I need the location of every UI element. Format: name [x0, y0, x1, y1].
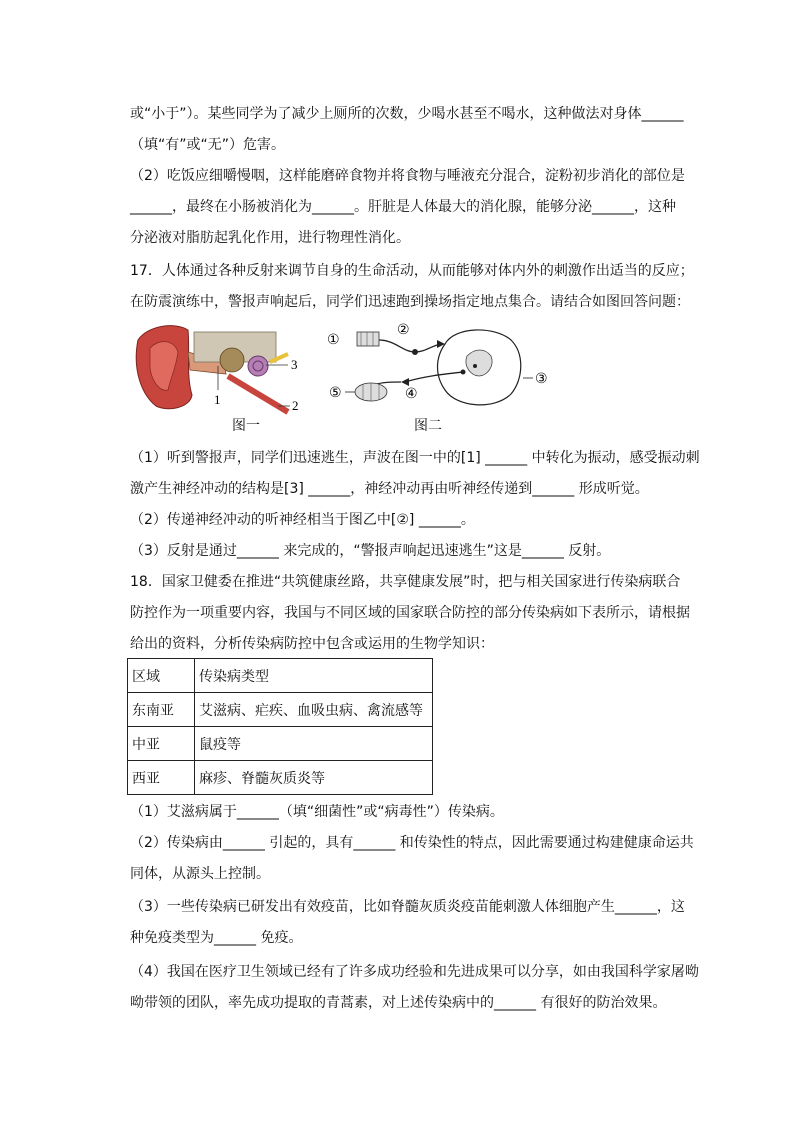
reflex-arc-diagram: [325, 320, 555, 416]
text-line: （3）一些传染病已研发出有效疫苗，比如脊髓灰质炎疫苗能刺激人体细胞产生______，这: [130, 899, 685, 915]
table-cell: 艾滋病、疟疾、血吸虫病、禽流感等: [195, 693, 433, 727]
figure-2-caption: 图二: [414, 418, 442, 434]
text-line: 或“小于”）。某些同学为了减少上厕所的次数，少喝水甚至不喝水，这种做法对身体______: [130, 106, 684, 122]
table-cell: 区域: [128, 659, 195, 693]
question-18-line: 18．国家卫健委在推进“共筑健康丝路，共享健康发展”时，把与相关国家进行传染病联合: [130, 574, 681, 590]
text-line: ______，最终在小肠被消化为______。肝脏是人体最大的消化腺，能够分泌______，这种: [130, 199, 676, 215]
text-line: （4）我国在医疗卫生领域已经有了许多成功经验和先进成果可以分享，如由我国科学家屠呦: [130, 964, 699, 980]
text-line: （填“有”或“无”）危害。: [130, 137, 286, 153]
text-line: 给出的资料，分析传染病防控中包含或运用的生物学知识：: [130, 636, 494, 652]
text-line: 在防震演练中，警报声响起后，同学们迅速跑到操场指定地点集合。请结合如图回答问题：: [130, 294, 690, 310]
question-17-line: 17．人体通过各种反射来调节自身的生命活动，从而能够对体内外的刺激作出适当的反应；: [130, 263, 694, 279]
reflex-label-5: ⑤: [329, 385, 342, 401]
table-cell: 西亚: [128, 761, 195, 795]
table-row: [128, 693, 433, 727]
table-row: [128, 727, 433, 761]
table-cell: 中亚: [128, 727, 195, 761]
reflex-label-2: ②: [397, 322, 410, 338]
text-line: （2）吃饭应细嚼慢咽，这样能磨碎食物并将食物与唾液充分混合，淀粉初步消化的部位是: [130, 168, 685, 184]
text-line: 激产生神经冲动的结构是[3] ______，神经冲动再由听神经传递到______ 形成听觉。: [130, 481, 649, 497]
ear-label-3: 3: [291, 357, 298, 372]
text-line: （1）听到警报声，同学们迅速逃生，声波在图一中的[1] ______ 中转化为振动，感受振动刺: [130, 450, 700, 466]
table-cell: 鼠疫等: [195, 727, 433, 761]
figure-1-caption: 图一: [232, 418, 260, 434]
reflex-label-1: ①: [327, 332, 340, 348]
disease-table: [127, 658, 433, 795]
table-header-row: [128, 659, 433, 693]
reflex-label-4: ④: [405, 386, 418, 402]
text-line: 同体，从源头上控制。: [130, 866, 270, 882]
reflex-label-3: ③: [535, 371, 548, 387]
text-line: （2）传染病由______ 引起的，具有______ 和传染性的特点，因此需要通过构建健康命运共: [130, 835, 694, 851]
text-line: （2）传递神经冲动的听神经相当于图乙中[②] ______。: [130, 512, 475, 528]
table-cell: 麻疹、脊髓灰质炎等: [195, 761, 433, 795]
table-cell: 东南亚: [128, 693, 195, 727]
table-cell: 传染病类型: [195, 659, 433, 693]
ear-label-1: 1: [214, 392, 221, 407]
text-line: （3）反射是通过______ 来完成的，“警报声响起迅速逃生”这是______ 反射。: [130, 543, 611, 559]
text-line: （1）艾滋病属于______（填“细菌性”或“病毒性”）传染病。: [130, 804, 504, 820]
text-line: 呦带领的团队，率先成功提取的青蒿素，对上述传染病中的______ 有很好的防治效果。: [130, 995, 667, 1011]
text-line: 分泌液对脂肪起乳化作用，进行物理性消化。: [130, 230, 410, 246]
table-row: [128, 761, 433, 795]
ear-label-2: 2: [292, 398, 299, 413]
text-line: 防控作为一项重要内容，我国与不同区域的国家联合防控的部分传染病如下表所示，请根据: [130, 605, 690, 621]
text-line: 种免疫类型为______ 免疫。: [130, 930, 303, 946]
ear-diagram: [128, 320, 308, 416]
